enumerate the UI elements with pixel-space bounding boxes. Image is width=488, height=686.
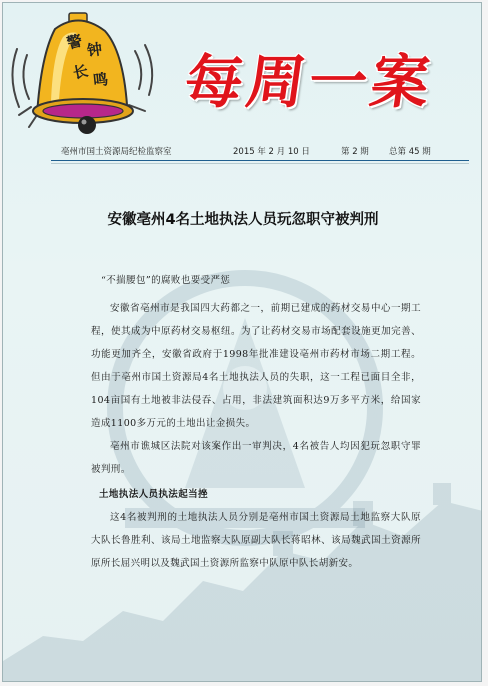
header-rule-secondary [51,163,469,164]
issue-date: 2015 年 2 月 10 日 [233,147,310,157]
bell-char-1: 警 [65,31,85,53]
section-heading: 土地执法人员执法起当挫 [99,489,208,500]
newsletter-page [2,2,482,682]
article-body [91,269,421,575]
banner-title: 每周一案 [180,48,438,116]
issue-number: 第 2 期 [341,147,369,157]
article-subtitle: “不揣腰包”的腐败也要受严惩 [101,275,231,286]
publisher: 亳州市国土资源局纪检监察室 [61,147,172,157]
article-paragraph: 这4名被判刑的土地执法人员分别是亳州市国土资源局土地监察大队原大队长鲁胜利、该局土地监察大队原副大队长蒋昭林、该局魏武国土资源所原所长屈兴明以及魏武国土资源所监察中队原中队长胡新安。 [91,512,421,569]
alarm-bell-logo [11,7,161,139]
article-headline: 安徽亳州4名土地执法人员玩忽职守被判刑 [107,212,379,228]
bell-char-2: 钟 [85,40,104,60]
bell-char-3: 长 [71,61,90,83]
article-paragraph: 亳州市谯城区法院对该案作出一审判决，4名被告人均因犯玩忽职守罪被判刑。 [91,441,421,475]
bell-char-4: 鸣 [92,70,109,90]
header-rule [51,160,469,161]
article-paragraph: 安徽省亳州市是我国四大药都之一，前期已建成的药材交易中心一期工程，使其成为中原药材交易枢纽。为了让药材交易市场配套设施更加完善、功能更加齐全，安徽省政府于1998年批准建设亳州市药材市场二期工程。但由于亳州市国土资源局4名土地执法人员的失职，这一工程已面目全非，104亩国有土地被非法侵吞、占用，非法建筑面积达9万多平方米，给国家造成1100多万元的土地出让金损失。 [91,303,421,429]
masthead-meta [61,145,461,159]
total-issue-number: 总第 45 期 [389,147,431,157]
